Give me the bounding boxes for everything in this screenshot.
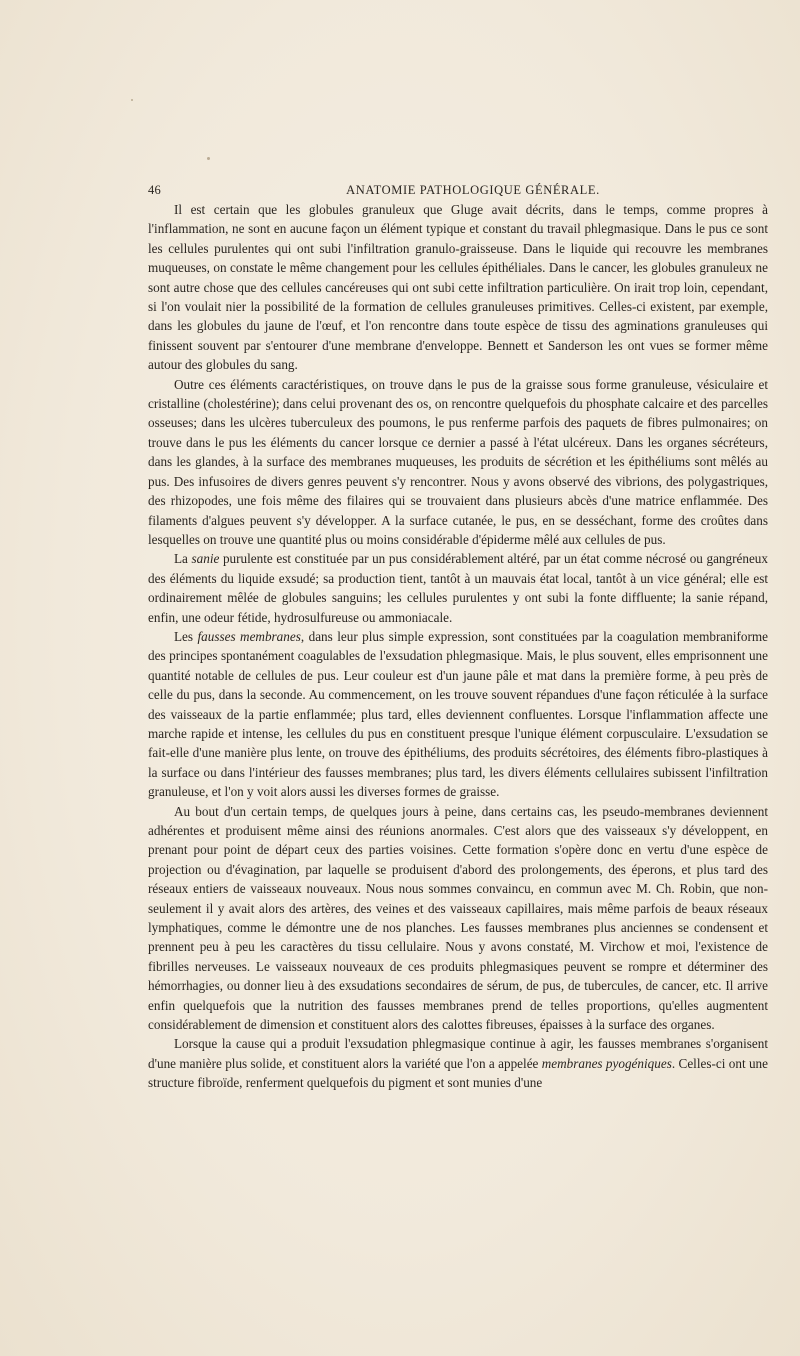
body-text xyxy=(148,200,768,1093)
italic-term: fausses membranes xyxy=(197,628,301,644)
text-run: Les xyxy=(174,628,198,644)
text-run: purulente est constituée par un pus considérablement altéré, par un état comme nécrosé ou gangréneux des éléments du liquide exsudé; sa production tient, tantôt à un mauvais état local, tantôt à un vice général; elle est ordinairement mêlée de globules sanguins; les cellules purulentes y ont subi la fonte diffluente; la sanie répand, enfin, une odeur fétide, hydrosulfureuse ou ammoniacale. xyxy=(148,551,768,625)
running-header xyxy=(148,183,768,201)
page-number: 46 xyxy=(148,183,161,197)
text-run: . Celles-ci ont une structure fibroïde, renferment quelquefois du pigment et sont munies d'une xyxy=(148,1055,769,1091)
paragraph xyxy=(148,627,768,802)
paragraph xyxy=(148,549,768,627)
paragraph xyxy=(148,1034,768,1092)
paragraph xyxy=(148,375,768,550)
text-run: Il est certain que les globules granuleux que Gluge avait décrits, dans le temps, comme propres à l'inflammation, ne sont en aucune façon un élément typique et constant du travail phlegmasique. Dans le pus ce sont les cellules purulentes qui ont subi l'infiltration granulo-graisseuse. Dans le liquide qui recouvre les membranes muqueuses, on constate le même changement pour les cellules épithéliales. Dans le cancer, les globules granuleux ne sont autre chose que des cellules cancéreuses qui ont subi cette infiltration particulière. On irait trop loin, cependant, si l'on voulait nier la possibilité de la formation de cellules granuleuses primitives. Celles-ci existent, par exemple, dans les globules du jaune de l'œuf, et l'on rencontre dans toute espèce de tissu des agminations granuleuses qui finissent souvent par s'entourer d'une membrane d'enveloppe. Bennett et Sanderson les ont vues se former même autour des globules du sang. xyxy=(148,202,768,373)
text-run: La xyxy=(174,551,192,567)
italic-term: membranes pyogéniques xyxy=(541,1055,672,1071)
text-run: Lorsque la cause qui a produit l'exsudation phlegmasique continue à agir, les fausses membranes s'organisent d'une manière plus solide, et constituent alors la variété que l'on a appelée xyxy=(148,1036,768,1071)
paragraph xyxy=(148,802,768,1035)
text-run: Outre ces éléments caractéristiques, on trouve dans le pus de la graisse sous forme granuleuse, vésiculaire et cristalline (cholestérine); dans celui provenant des os, on rencontre quelquefois du phosphate calcaire et des parcelles osseuses; dans les ulcères tuberculeux des poumons, le pus renferme parfois des paquets de fibres pulmonaires; on trouve dans le pus les éléments du cancer lorsque ce dernier a passé à l'état ulcéreux. Dans les organes sécréteurs, dans les glandes, à la surface des membranes muqueuses, les produits de sécrétion et les épithéliums sont mêlés au pus. Des infusoires de divers genres peuvent s'y rencontrer. Nous y avons observé des vibrions, des polygastriques, des rhizopodes, une fois même des filaires qui se trouvaient dans plusieurs abcès d'une matrice enflammée. Des filaments d'algues peuvent s'y développer. A la surface cutanée, le pus, en se desséchant, forme des croûtes dans lesquelles on trouve une quantité plus ou moins considérable d'épiderme mêlé aux cellules de pus. xyxy=(148,376,768,547)
paper-speck xyxy=(207,157,210,160)
text-run: , dans leur plus simple expression, sont constituées par la coagulation membraniforme des principes spontanément coagulables de l'exsudation phlegmasique. Mais, le plus souvent, elles emprisonnent une quantité notable de cellules de pus. Leur couleur est d'un jaune pâle et mat dans la première forme, à peu près de celle du pus, dans la seconde. Au commencement, on les trouve souvent répandues d'une façon réticulée à la surface des vaisseaux de la partie enflammée; plus tard, elles deviennent confluentes. Lorsque l'inflammation affecte une marche rapide et intense, les cellules du pus en constituent presque l'unique élément corpusculaire. L'exsudation se fait-elle d'une manière plus lente, on trouve des épithéliums, des produits sécrétoires, des éléments fibro-plastiques à la surface ou dans l'intérieur des fausses membranes; plus tard, les divers éléments cellulaires subissent l'infiltration granuleuse, et l'on y voit alors aussi les diverses formes de graisse. xyxy=(148,628,769,800)
running-title: ANATOMIE PATHOLOGIQUE GÉNÉRALE. xyxy=(346,183,600,197)
text-run: Au bout d'un certain temps, de quelques jours à peine, dans certains cas, les pseudo-membranes deviennent adhérentes et produisent même ainsi des réunions anormales. C'est alors que des vaisseaux s'y développent, en prenant pour point de départ ceux des parties voisines. Cette formation s'opère donc en vertu d'une espèce de projection ou d'évagination, par laquelle se produisent d'abord des prolongements, des éperons, et plus tard des réseaux entiers de vaisseaux nouveaux. Nous nous sommes convaincu, en commun avec M. Ch. Robin, que non-seulement il y avait alors des artères, des veines et des vaisseaux capillaires, mais même parfois de beaux réseaux lymphatiques, comme le démontre une de nos planches. Les fausses membranes plus anciennes se condensent et prennent peu à peu les caractères du tissu cellulaire. Nous y avons constaté, M. Virchow et moi, l'existence de fibrilles nerveuses. Le vaisseaux nouveaux de ces produits phlegmasiques peuvent se rompre et déterminer des hémorrhagies, ou donner lieu à des exsudations secondaires de sérum, de pus, de tubercules, de cancer, etc. Il arrive enfin quelquefois que la nutrition des fausses membranes prend de telles proportions, qu'elles augmentent considérablement de dimension et constituent alors des calottes fibreuses, épaisses à la surface des organes. xyxy=(148,803,768,1033)
paper-speck xyxy=(131,99,133,101)
paragraph xyxy=(148,200,768,375)
italic-term: sanie xyxy=(191,551,220,567)
